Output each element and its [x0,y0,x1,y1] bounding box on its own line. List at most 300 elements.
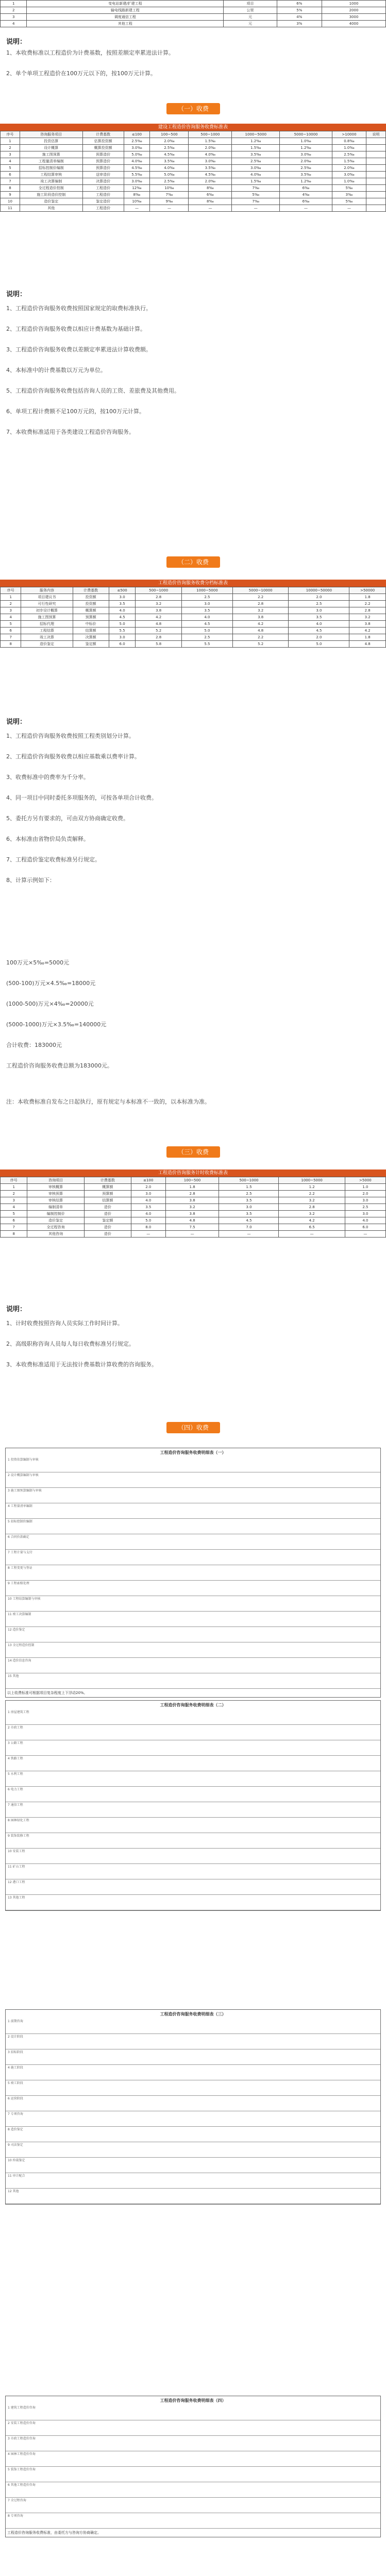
table-cell: 3.0‰ [332,172,366,178]
table-cell: 4.0‰ [124,158,150,165]
table-cell: — [332,205,366,212]
table-cell: 8‰ [189,198,232,205]
table-cell: 4‰ [280,192,332,198]
table-cell: 5.0 [181,628,232,634]
table-cell: 造价鉴定 [21,641,73,648]
table-cell: 4.0 [109,607,136,614]
list-item: 7 全过程咨询 [6,2498,380,2513]
table-cell: 全过程造价控制 [20,185,82,192]
table-cell: 概算额 [73,607,109,614]
table-cell: 4.0 [131,1211,165,1217]
table-header-cell: 5000~10000 [232,587,288,594]
table-cell: 2.5 [181,634,232,641]
list-item: 11 竣工决算编制 [6,1612,380,1627]
table-cell: 4.0 [131,1197,165,1204]
fee-table-4-header [1,1177,386,1184]
table-cell: 3.5‰ [280,172,332,178]
table-cell: 8 [1,185,20,192]
table-cell: 4.0‰ [150,165,189,172]
list-item: 8 专项咨询 [6,2513,380,2529]
table-header-cell: 1000~5000 [279,1177,345,1184]
table-cell: 5.0 [289,641,349,648]
note-line: 8、计算示例如下： [6,877,55,884]
table-cell: 1.8 [349,634,386,641]
table-cell: 4.5‰ [150,151,189,158]
table-cell: 3.0 [219,1204,279,1211]
fee-table-2 [0,124,386,212]
table-cell: 8 [1,1231,27,1238]
table-cell: 预算造价 [82,151,124,158]
table-cell: 1.8 [165,1184,219,1191]
table-cell: 输电线路新建工程 [27,7,224,14]
table-cell: 造价 [84,1231,131,1238]
list-item: 14 造价信息咨询 [6,1658,380,1673]
table-cell: 2.5 [289,601,349,607]
table-cell: 4 [1,21,27,27]
table-cell: 4.0 [181,614,232,621]
table-cell: 公里 [224,7,277,14]
table-cell: 6 [1,628,21,634]
note-line: 5、委托方另有要求的，可由双方协商确定收费。 [6,815,129,822]
table-cell: 初步设计概算 [21,607,73,614]
note-line: 3、工程造价咨询服务收费以差额定率累进法计算收费额。 [6,346,152,353]
table-header-cell: 500~1000 [136,587,182,594]
table-cell: 3.5 [289,614,349,621]
list-item: 5 竣工阶段 [6,2080,380,2096]
table-cell: 预算造价 [82,158,124,165]
table-cell: 2.5‰ [280,165,332,172]
table-header-cell: 计费基数 [84,1177,131,1184]
table-cell [366,151,386,158]
table-cell: 1.5‰ [232,145,280,151]
table-row [1,138,386,145]
table-cell: 2.0‰ [150,138,189,145]
table-header-cell: 计费基数 [82,131,124,138]
table-cell: 7.5 [165,1224,219,1231]
table-row [1,145,386,151]
list-item: 3 公路工程 [6,1740,380,1756]
table-row [1,7,386,14]
note-4-label: 说明： [6,1306,27,1313]
note-line: 6、本标准由省物价局负责解释。 [6,836,89,842]
table-cell: 3.0 [109,594,136,601]
table-header-cell: 咨询服务项目 [20,131,82,138]
table-cell: 4.2 [136,614,182,621]
table-cell: — [219,1231,279,1238]
note-3-examples [6,958,380,1061]
table-cell: 3% [277,21,322,27]
detail-table-1-remark: 以上收费标准可根据项目复杂程度上下浮动20%。 [7,1691,88,1695]
table-cell: 4000 [322,21,386,27]
table-header-cell: >10000 [332,131,366,138]
table-cell: 4% [277,14,322,21]
note-line: 2、单个单项工程造价在100万元以下的，按100万元计算。 [6,70,156,77]
table-row [1,1217,386,1224]
table-cell: 3.5‰ [150,158,189,165]
table-header-cell: 序号 [1,131,20,138]
table-cell: 4.2 [232,621,288,628]
note-line: 5、工程造价咨询服务收费包括咨询人员的工资、差旅费及其他费用。 [6,387,180,394]
table-cell: 6 [1,172,20,178]
table-row [1,158,386,165]
table-cell: 5.8 [136,641,182,648]
table-cell: 工程结算审核 [20,172,82,178]
table-row [1,621,386,628]
section-3-button[interactable]: （三）收费 [166,1146,220,1158]
table-cell: 投资额 [73,594,109,601]
table-header-cell: 5000~10000 [280,131,332,138]
table-cell: 3.0‰ [124,145,150,151]
list-item: 12 造价鉴定 [6,1627,380,1642]
table-cell: 7 [1,1224,27,1231]
fee-table-3-body [1,594,386,648]
table-cell: 2.0‰ [189,145,232,151]
table-cell: 5.0‰ [150,172,189,178]
table-row [1,14,386,21]
table-cell: 5.0 [109,621,136,628]
table-row [1,1,386,7]
table-cell [366,178,386,185]
table-cell: 2 [1,7,27,14]
list-item: 9 工程索赔处理 [6,1581,380,1596]
table-header-cell: 服务内容 [21,587,73,594]
table-cell: 3.5 [131,1204,165,1211]
fee-table-4-title: 工程造价咨询服务计时收费标准表 [0,1170,386,1177]
list-item: 4 施工阶段 [6,2065,380,2080]
section-4-button[interactable]: （四）收费 [166,1422,220,1433]
list-item: 9 装饰装修工程 [6,1833,380,1849]
table-cell: 3.5 [109,601,136,607]
table-cell: 5.0‰ [124,151,150,158]
table-cell: 结算额 [84,1197,131,1204]
table-cell: 8‰ [189,185,232,192]
detail-table-4 [5,2396,381,2537]
table-cell: 2.0‰ [332,165,366,172]
list-item: 5 装饰工程造价咨询 [6,2467,380,2482]
table-cell: 1.8 [349,594,386,601]
table-cell: 1 [1,1184,27,1191]
table-cell: 2.8 [232,601,288,607]
table-cell: 审核结算 [27,1197,84,1204]
list-item: 2 设计概算编制与审核 [6,1472,380,1488]
table-cell: 送审造价 [82,172,124,178]
table-cell: 其他咨询 [27,1231,84,1238]
note-2-text [6,304,380,448]
list-item: 1 前期咨询 [6,2019,380,2034]
table-cell: 3.8 [136,607,182,614]
table-row [1,192,386,198]
table-header-cell: 500~1000 [189,131,232,138]
list-item: 13 其他工程 [6,1895,380,1910]
table-row [1,1184,386,1191]
note-4-text [6,1319,380,1381]
list-item: 5 招标控制价编制 [6,1519,380,1534]
table-cell: 3.5‰ [232,151,280,158]
table-cell: 5.2 [232,641,288,648]
table-cell: 审核概算 [27,1184,84,1191]
table-cell: 5 [1,621,21,628]
table-cell: 3.8 [349,621,386,628]
table-cell: 4.5‰ [124,165,150,172]
table-header-cell: 序号 [1,587,21,594]
note-line: 3、收费标准中的费率为千分率。 [6,774,89,781]
table-cell: 其他工程 [27,21,224,27]
list-item: 7 专项咨询 [6,2111,380,2127]
table-cell: 2.5‰ [150,178,189,185]
table-cell: 7 [1,178,20,185]
table-cell: 4.5 [109,614,136,621]
table-cell: 编制清单 [27,1204,84,1211]
table-cell: 预算造价 [82,165,124,172]
table-row [1,614,386,621]
list-item: 4 铁路工程 [6,1756,380,1771]
table-cell: 招标控制价编制 [20,165,82,172]
list-item: 5 水利工程 [6,1771,380,1787]
table-cell: 5% [277,7,322,14]
table-cell: — [279,1231,345,1238]
example-line: (500-100)万元×4.5‰=18000元 [6,980,96,987]
fee-table-4-body [1,1184,386,1238]
table-cell: 造价鉴定 [27,1217,84,1224]
note-2-label: 说明： [6,291,27,298]
table-cell: 造价 [84,1211,131,1217]
table-cell: 6‰ [189,192,232,198]
table-cell: 工程结算 [21,628,73,634]
table-cell: 造价鉴定 [20,198,82,205]
table-cell: 1 [1,1,27,7]
table-cell: 3.5 [219,1211,279,1217]
table-cell: 中标价 [73,621,109,628]
table-cell: 1.5 [219,1184,279,1191]
table-cell: 4.5 [219,1217,279,1224]
note-3-text [6,732,380,896]
note-line: 4、同一项目中同时委托多项服务的，可按各单项合计收费。 [6,794,157,801]
table-row [1,178,386,185]
table-cell: 决算造价 [82,178,124,185]
table-cell [366,192,386,198]
list-item: 2 市政工程 [6,1725,380,1740]
table-cell: 6‰ [280,185,332,192]
table-cell: 审核预算 [27,1191,84,1197]
table-header-cell: 10000~50000 [289,587,349,594]
list-item: 9 司法鉴定 [6,2142,380,2158]
example-line: 100万元×5‰=5000元 [6,959,70,966]
table-cell: 3.2 [232,607,288,614]
table-cell: 2.0 [131,1184,165,1191]
table-cell: 施工阶段造价控制 [20,192,82,198]
table-cell: 项目建议书 [21,594,73,601]
table-cell: 项目 [224,1,277,7]
table-cell: 3.0 [181,601,232,607]
table-cell: 预算额 [84,1191,131,1197]
table-cell: 3.0 [131,1191,165,1197]
table-cell: 设计概算 [20,145,82,151]
table-cell: 7 [1,634,21,641]
table-row [1,205,386,212]
table-row [1,634,386,641]
table-cell: 4 [1,158,20,165]
table-cell: 4.8 [165,1217,219,1224]
table-cell: 竣工决算 [21,634,73,641]
table-cell: 工程造价 [82,205,124,212]
example-line: (1000-500)万元×4‰=20000元 [6,1001,94,1007]
table-cell: 2.2 [349,601,386,607]
table-cell: 3.0‰ [280,151,332,158]
detail-table-3-title: 工程造价咨询服务收费明细表（三） [160,2012,226,2016]
table-cell: 1.0 [345,1184,385,1191]
table-cell: 2.5‰ [150,145,189,151]
list-item: 3 施工图预算编制与审核 [6,1488,380,1503]
table-cell: 3.0 [345,1211,385,1217]
list-item: 13 全过程造价控制 [6,1642,380,1658]
list-item: 4 园林工程造价咨询 [6,2451,380,2467]
table-cell: 3.2 [279,1211,345,1217]
table-row [1,1197,386,1204]
table-cell: 预算额 [73,614,109,621]
top-table-body [1,1,386,27]
table-header-cell: 序号 [1,1177,27,1184]
note-line: 1、工程造价咨询服务收费按照工程类别划分计算。 [6,733,135,739]
table-header-cell: >5000 [345,1177,385,1184]
table-cell: 5‰ [332,185,366,192]
detail-table-1 [5,1448,381,1698]
table-cell: 概算额 [84,1184,131,1191]
table-row [1,1204,386,1211]
detail-table-2-title: 工程造价咨询服务收费明细表（二） [160,1703,226,1707]
table-header-cell: 100~500 [165,1177,219,1184]
table-cell: 4.5 [289,628,349,634]
fee-table-3-title: 工程造价咨询服务收费分档标准表 [0,580,386,587]
table-row [1,641,386,648]
fee-table-2-body [1,138,386,212]
table-cell: 6% [277,1,322,7]
list-item: 11 矿山工程 [6,1864,380,1879]
list-item: 10 仲裁鉴定 [6,2158,380,2173]
table-cell: 3000 [322,14,386,21]
section-1-button[interactable]: （一）收费 [166,103,220,114]
table-cell: 4 [1,1204,27,1211]
table-header-cell: >50000 [349,587,386,594]
table-cell: 2.2 [232,594,288,601]
table-cell: 鉴定额 [84,1217,131,1224]
table-row [1,1231,386,1238]
table-cell: 1.0‰ [332,178,366,185]
table-cell: 投资估算 [20,138,82,145]
table-cell: 4.8 [136,621,182,628]
table-cell: 10‰ [150,185,189,192]
table-cell: 5.5‰ [124,172,150,178]
table-row [1,165,386,172]
table-row [1,1224,386,1231]
fee-table-2-header [1,131,386,138]
table-cell [366,205,386,212]
table-cell: 4 [1,614,21,621]
table-cell: 0.8‰ [332,138,366,145]
list-item: 6 电力工程 [6,1787,380,1802]
detail-table-1-rows [6,1457,380,1689]
table-header-cell: 1000~5000 [181,587,232,594]
table-header-cell: 100~500 [150,131,189,138]
table-cell: 2.0 [289,634,349,641]
table-cell: 工程造价 [82,192,124,198]
table-cell: 9‰ [150,198,189,205]
table-cell: 3.2 [349,614,386,621]
table-cell: 1 [1,138,20,145]
table-cell: 10 [1,198,20,205]
table-cell: 编制控制价 [27,1211,84,1217]
detail-table-3 [5,2009,381,2205]
list-item: 8 工程变更与签证 [6,1565,380,1581]
table-header-cell: ≤100 [124,131,150,138]
table-cell: 1.0‰ [332,145,366,151]
table-cell: 鉴定额 [73,641,109,648]
table-header-cell: 说明 [366,131,386,138]
table-cell: 3.0‰ [189,158,232,165]
note-3-summary: 工程造价咨询服务收费总额为183000元。 [6,1062,113,1069]
table-cell [366,158,386,165]
table-cell: 决算额 [73,634,109,641]
table-cell: 7.0 [219,1224,279,1231]
table-cell: 工程量清单编制 [20,158,82,165]
table-cell: 调度通信工程 [27,14,224,21]
table-cell: 3.0 [109,634,136,641]
table-cell: 5.2 [136,628,182,634]
detail-table-2 [5,1700,381,1911]
table-cell: 7‰ [232,185,280,192]
table-cell: 2.5 [345,1204,385,1211]
list-item: 6 合同价款确定 [6,1534,380,1550]
note-line: 3、本收费标准适用于无法按计费基数计算收费的咨询服务。 [6,1361,157,1368]
table-row [1,185,386,192]
table-header-cell: 计费基数 [73,587,109,594]
table-cell: 3.0 [289,607,349,614]
table-cell: 3.0‰ [232,165,280,172]
note-line: 2、高级职称咨询人员每人每日收费标准另行规定。 [6,1341,135,1347]
table-cell: 2 [1,601,21,607]
list-item: 4 工程量清单编制 [6,1503,380,1519]
table-row [1,1191,386,1197]
table-cell: 2.5 [219,1191,279,1197]
table-cell: 10‰ [124,198,150,205]
list-item: 12 其他 [6,2189,380,2204]
table-cell: 3‰ [332,192,366,198]
table-cell: 5‰ [332,198,366,205]
table-cell: 2.8 [349,607,386,614]
table-cell: 3.5 [181,607,232,614]
table-cell: 2.0 [289,594,349,601]
table-cell [366,138,386,145]
example-line: 合计收费：183000元 [6,1042,62,1048]
table-cell: — [131,1231,165,1238]
section-2-button[interactable]: （二）收费 [166,556,220,568]
table-cell [366,172,386,178]
detail-table-4-rows [6,2405,380,2529]
note-3-label: 说明： [6,718,27,726]
table-row [1,151,386,158]
table-cell: 鉴定造价 [82,198,124,205]
table-cell: 4.2 [279,1217,345,1224]
table-cell: 2.5‰ [332,151,366,158]
note-line: 1、工程造价咨询服务收费按照国家规定的取费标准执行。 [6,305,152,312]
table-cell: 2.8 [136,594,182,601]
table-cell: 3 [1,151,20,158]
list-item: 3 市政工程造价咨询 [6,2436,380,2451]
table-cell: 招标代理 [21,621,73,628]
table-cell: 2.2 [279,1191,345,1197]
table-cell: 8‰ [124,192,150,198]
table-row [1,172,386,178]
table-cell: 4.8 [232,628,288,634]
